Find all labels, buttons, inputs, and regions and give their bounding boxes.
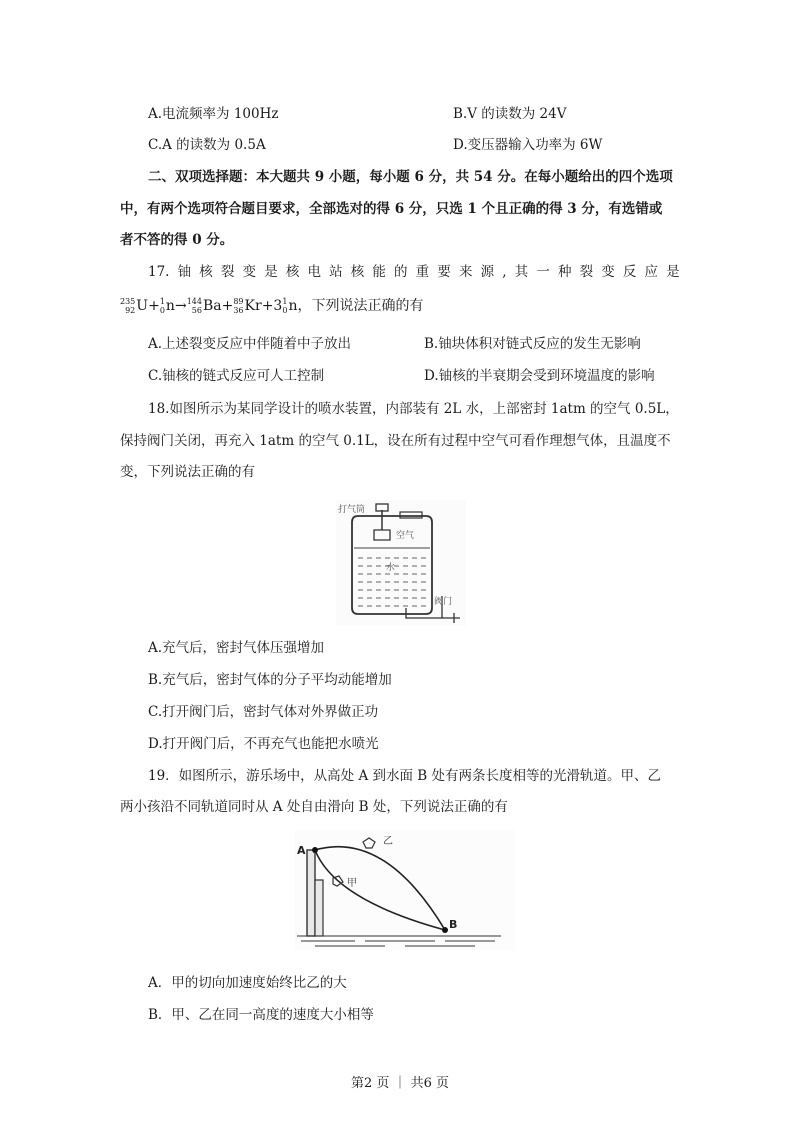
q17-stem-char: 一: [536, 264, 550, 280]
q17-stem-char: 变: [601, 264, 615, 280]
n-symbol: n: [165, 298, 175, 314]
q17-option-d: D.铀核的半衰期会受到环境温度的影响: [424, 368, 655, 384]
q18-option-a: A.充气后，密封气体压强增加: [148, 640, 325, 656]
q16-option-c: C.A 的读数为 0.5A: [148, 137, 266, 153]
q17-stem-char: 核: [199, 264, 213, 280]
q17-option-c: C.铀核的链式反应可人工控制: [148, 368, 325, 384]
q17-stem-char: 铀: [177, 264, 192, 280]
point-b-label: B: [449, 918, 458, 931]
q17-stem-char: 来: [458, 264, 473, 280]
ba-nuclide-numbers: 144 56: [186, 297, 202, 315]
q17-stem-tail: ，下列说法正确的有: [297, 298, 424, 314]
air-label: 空气: [396, 531, 415, 541]
pump-label: 打气筒: [338, 505, 366, 515]
q18-option-b: B.充气后，密封气体的分子平均动能增加: [148, 672, 392, 688]
q17-stem-char: 反: [622, 264, 637, 280]
q17-stem-char: 核: [285, 264, 300, 280]
plus-sign: +: [221, 298, 234, 314]
q17-stem-char: 是: [264, 264, 278, 280]
n2-nuclide-numbers: 1 0: [282, 297, 288, 315]
q18-stem-line1: 18.如图所示为某同学设计的喷水装置，内部装有 2L 水，上部密封 1atm 的空气 0.5L，: [148, 401, 679, 417]
ba-symbol: Ba: [202, 298, 222, 314]
q16-option-d: D.变压器输入功率为 6W: [453, 137, 603, 153]
n-nuclide-numbers: 1 0: [159, 297, 165, 315]
q17-stem-char: 是: [666, 264, 680, 280]
q17-stem-char: 种: [557, 264, 572, 280]
q17-reaction-line: [120, 293, 423, 319]
plus-sign: +: [148, 298, 160, 314]
sprayer-figure: [336, 500, 466, 626]
q16-option-b: B.V 的读数为 24V: [453, 106, 567, 122]
q17-stem-char: 能: [372, 264, 386, 280]
sprayer-diagram: [336, 500, 466, 626]
q17-stem-char: ,: [502, 264, 507, 280]
q19-stem-line1: 19．如图所示，游乐场中，从高处 A 到水面 B 处有两条长度相等的光滑轨道。甲、乙: [148, 768, 662, 784]
coefficient-three: 3: [273, 298, 283, 314]
section2-line2: 中，有两个选项符合题目要求，全部选对的得 6 分，只选 1 个且正确的得 3 分，有选错或: [120, 201, 663, 217]
q19-option-a: A．甲的切向加速度始终比乙的大: [148, 975, 347, 991]
q17-option-b: B.铀块体积对链式反应的发生无影响: [424, 336, 641, 352]
q17-stem-char: 变: [242, 264, 257, 280]
kr-nuclide-numbers: 89 36: [233, 297, 244, 315]
q17-stem-char: 应: [644, 264, 659, 280]
q17-stem-char: 重: [415, 264, 430, 280]
q17-stem-char: 要: [437, 264, 451, 280]
q17-stem-char: 裂: [220, 264, 235, 280]
q19-stem-line2: 两小孩沿不同轨道同时从 A 处自由滑向 B 处，下列说法正确的有: [120, 799, 508, 815]
q18-option-c: C.打开阀门后，密封气体对外界做正功: [148, 704, 379, 720]
slide-diagram: [295, 830, 515, 950]
n2-symbol: n: [288, 298, 298, 314]
water-label: 水: [386, 563, 396, 573]
q17-stem-char: 裂: [579, 264, 594, 280]
q17-stem-char: 的: [394, 264, 408, 280]
q17-stem-char: 17.: [148, 264, 170, 280]
q19-option-b: B．甲、乙在同一高度的速度大小相等: [148, 1007, 374, 1023]
section2-line3: 者不答的得 0 分。: [120, 232, 234, 248]
page-footer: 第2 页 ｜ 共6 页: [350, 1076, 450, 1091]
kr-symbol: Kr: [244, 298, 262, 314]
q17-stem-char: 源: [480, 264, 495, 280]
jia-label: 甲: [347, 878, 357, 889]
tower: [307, 850, 315, 936]
q18-stem-line3: 变，下列说法正确的有: [120, 464, 255, 480]
yi-label: 乙: [383, 836, 393, 847]
q18-option-d: D.打开阀门后，不再充气也能把水喷光: [148, 736, 379, 752]
q16-option-a: A.电流频率为 100Hz: [148, 106, 279, 122]
q17-stem-char: 站: [329, 264, 343, 280]
section2-line1: 二、双项选择题：本大题共 9 小题，每小题 6 分，共 54 分。在每小题给出的四个选项: [148, 169, 673, 185]
point-a-label: A: [297, 844, 306, 857]
q17-stem-char: 电: [307, 264, 321, 280]
q17-stem-line1: [148, 262, 680, 282]
reaction-arrow: →: [174, 298, 187, 314]
u-symbol: U: [136, 298, 149, 314]
plus-sign: +: [261, 298, 274, 314]
q17-stem-char: 其: [514, 264, 529, 280]
q18-stem-line2: 保持阀门关闭，再充入 1atm 的空气 0.1L，设在所有过程中空气可看作理想气体，且温度不: [120, 433, 671, 449]
q17-stem-char: 核: [350, 264, 365, 280]
u-nuclide-numbers: 235 92: [120, 297, 136, 315]
valve-label: 阀门: [434, 597, 453, 607]
slide-figure: [295, 830, 515, 950]
q17-option-a: A.上述裂变反应中伴随着中子放出: [148, 336, 352, 352]
